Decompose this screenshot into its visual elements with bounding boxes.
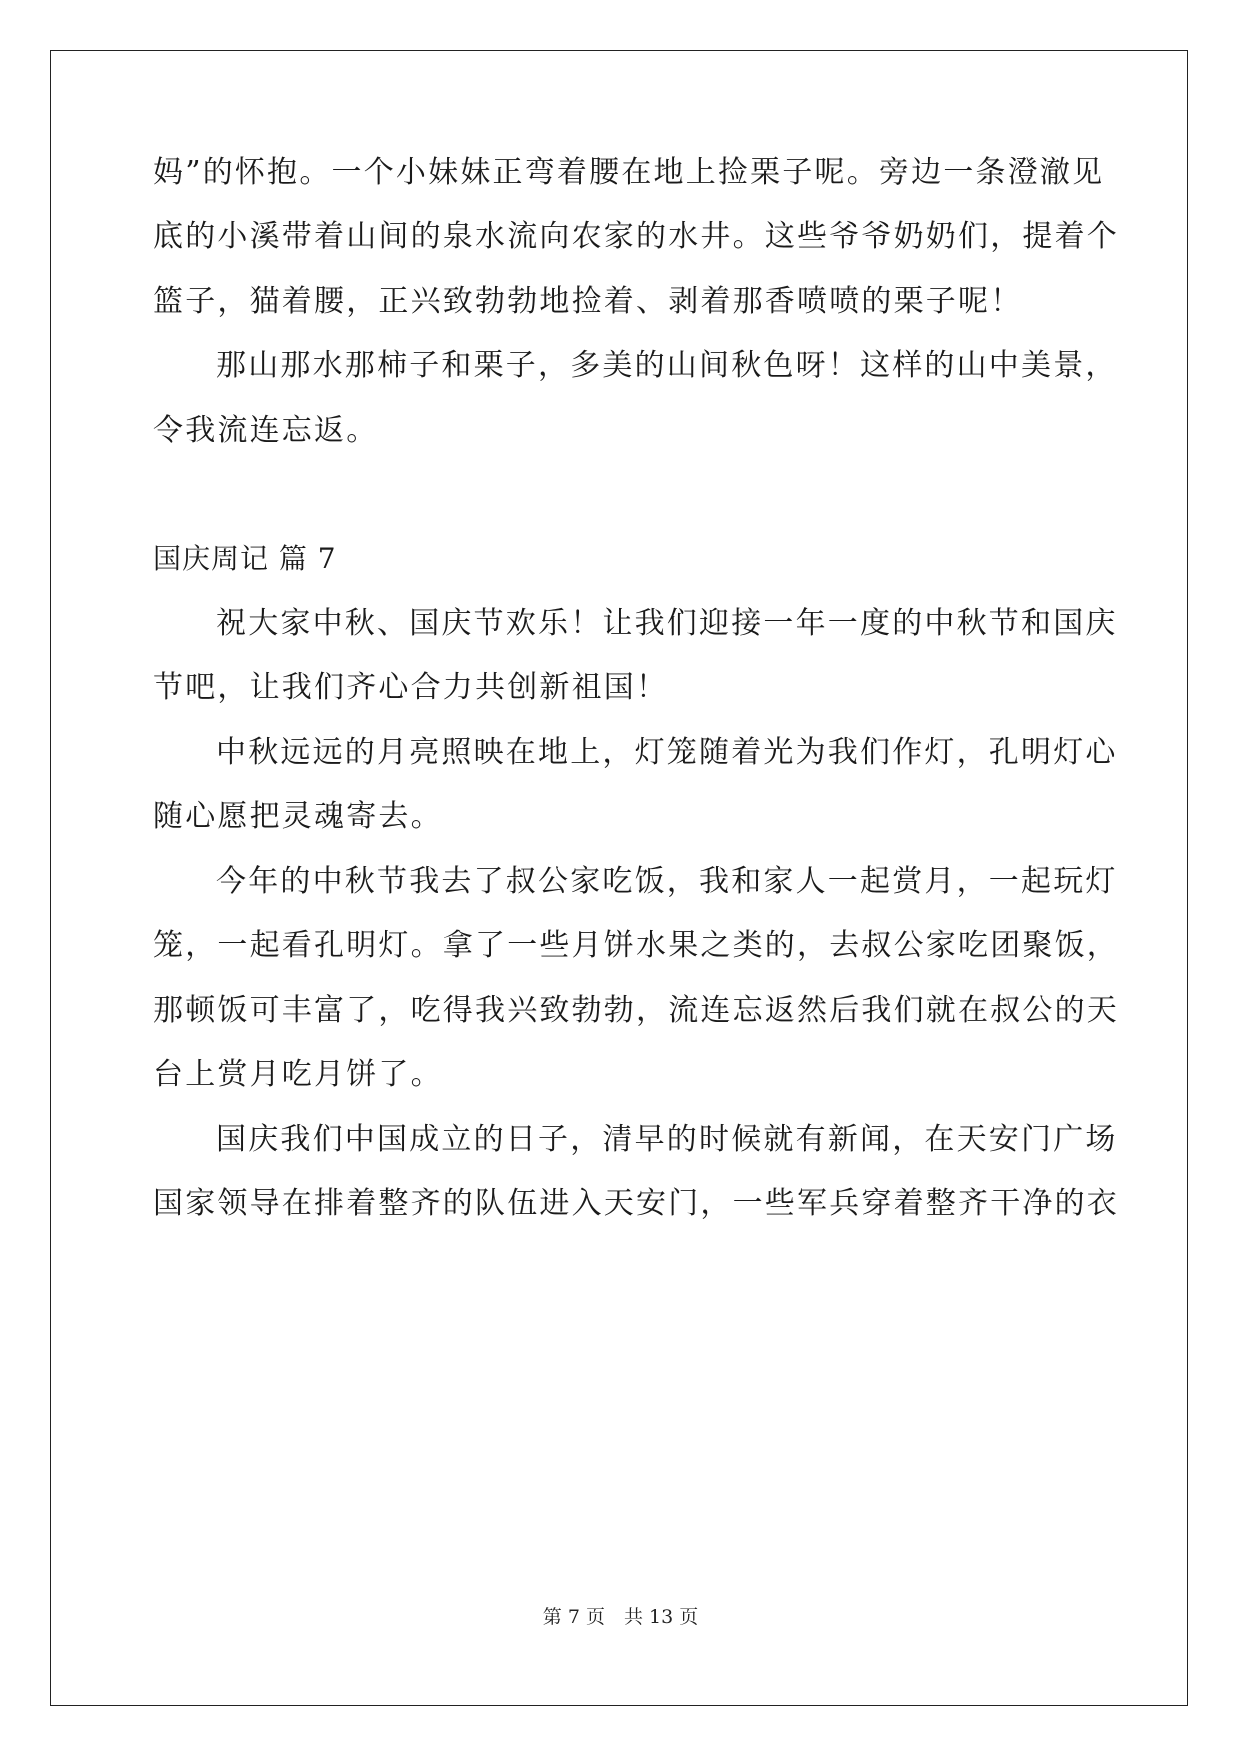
text-line: 令我流连忘返。 bbox=[153, 413, 379, 448]
text-line: 那山那水那柿子和栗子，多美的山间秋色呀！这样的山中美景， bbox=[216, 348, 1118, 383]
section-heading: 国庆周记 篇 7 bbox=[153, 542, 337, 575]
text-line: 国家领导在排着整齐的队伍进入天安门，一些军兵穿着整齐干净的衣 bbox=[153, 1186, 1119, 1221]
text-line: 随心愿把灵魂寄去。 bbox=[153, 799, 443, 834]
text-line: 节吧，让我们齐心合力共创新祖国！ bbox=[153, 670, 669, 705]
text-line: 台上赏月吃月饼了。 bbox=[153, 1057, 443, 1092]
text-line: 篮子，猫着腰，正兴致勃勃地捡着、剥着那香喷喷的栗子呢！ bbox=[153, 284, 1023, 319]
text-line: 底的小溪带着山间的泉水流向农家的水井。这些爷爷奶奶们，提着个 bbox=[153, 219, 1119, 254]
text-line: 祝大家中秋、国庆节欢乐！让我们迎接一年一度的中秋节和国庆 bbox=[216, 606, 1118, 641]
text-line: 妈”的怀抱。一个小妹妹正弯着腰在地上捡栗子呢。旁边一条澄澈见 bbox=[153, 155, 1105, 190]
text-line: 国庆我们中国成立的日子，清早的时候就有新闻，在天安门广场 bbox=[216, 1122, 1118, 1157]
text-line: 那顿饭可丰富了，吃得我兴致勃勃，流连忘返然后我们就在叔公的天 bbox=[153, 993, 1119, 1028]
text-line: 今年的中秋节我去了叔公家吃饭，我和家人一起赏月，一起玩灯 bbox=[216, 864, 1118, 899]
page-number: 第 7 页 共 13 页 bbox=[542, 1606, 699, 1628]
text-line: 中秋远远的月亮照映在地上，灯笼随着光为我们作灯，孔明灯心 bbox=[216, 735, 1118, 770]
text-line: 笼，一起看孔明灯。拿了一些月饼水果之类的，去叔公家吃团聚饭， bbox=[153, 928, 1119, 963]
